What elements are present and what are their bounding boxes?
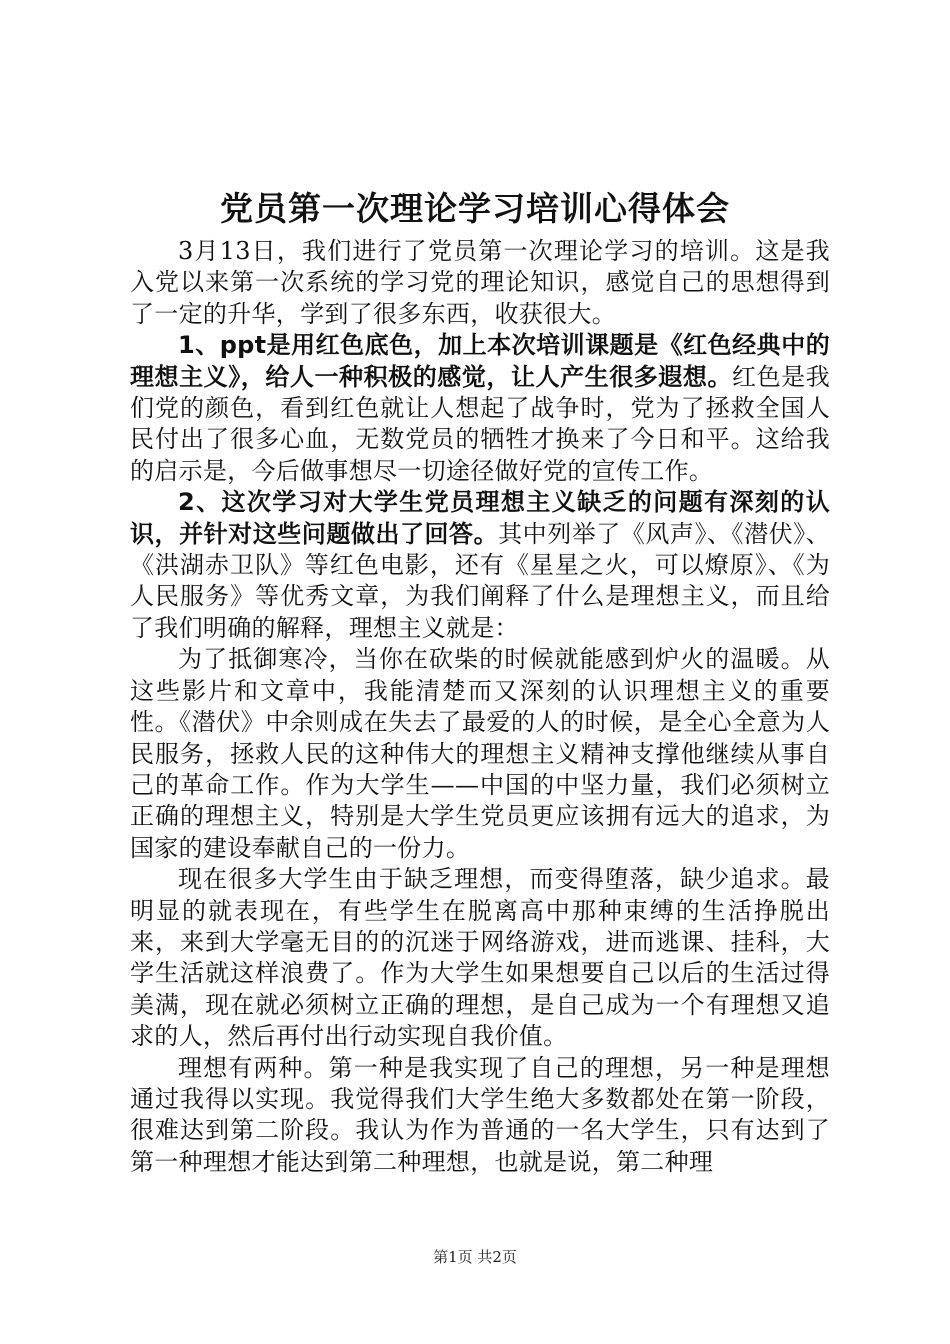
paragraph-2: [130, 330, 830, 487]
paragraph-text: 现在很多大学生由于缺乏理想，而变得堕落，缺少追求。最明显的就表现在，有些学生在脱离高中那种束缚的生活挣脱出来，来到大学毫无目的的沉迷于网络游戏，进而逃课、挂科，大学生活就这样浪费了。作为大学生如果想要自己以后的生活过得美满，现在就必须树立正确的理想，是自己成为一个有理想又追求的人，然后再付出行动实现自我价值。: [130, 865, 830, 1051]
page-footer: 第1页 共2页: [433, 1248, 517, 1266]
paragraph-3: [130, 487, 830, 644]
paragraph-1: [130, 236, 830, 330]
paragraph-text: 为了抵御寒冷，当你在砍柴的时候就能感到炉火的温暖。从这些影片和文章中，我能清楚而又深刻的认识理想主义的重要性。《潜伏》中余则成在失去了最爱的人的时候，是全心全意为人民服务，拯救人民的这种伟大的理想主义精神支撑他继续从事自己的革命工作。作为大学生——中国的中坚力量，我们必须树立正确的理想主义，特别是大学生党员更应该拥有远大的追求，为国家的建设奉献自己的一份力。: [130, 645, 830, 862]
paragraph-5: [130, 864, 830, 1052]
paragraph-6: [130, 1053, 830, 1179]
document-body: [130, 236, 830, 1178]
paragraph-text: 3月13日，我们进行了党员第一次理论学习的培训。这是我入党以来第一次系统的学习党的理论知识，感觉自己的思想得到了一定的升华，学到了很多东西，收获很大。: [130, 237, 830, 328]
paragraph-bold-lead: 2、这次学习对大学生党员理想主义缺乏的问题有深刻的认识，并针对这些问题做出了回答。: [130, 488, 830, 548]
paragraph-bold-lead: 1、ppt是用红色底色，加上本次培训课题是《红色经典中的理想主义》，给人一种积极的感觉，让人产生很多遐想。: [130, 331, 830, 391]
paragraph-4: [130, 644, 830, 864]
paragraph-text: 理想有两种。第一种是我实现了自己的理想，另一种是理想通过我得以实现。我觉得我们大学生绝大多数都处在第一阶段，很难达到第二阶段。我认为作为普通的一名大学生，只有达到了第一种理想才能达到第二种理想，也就是说，第二种理: [130, 1053, 830, 1176]
paragraph-text: 其中列举了《风声》、《潜伏》、《洪湖赤卫队》等红色电影，还有《星星之火，可以燎原》、《为人民服务》等优秀文章，为我们阐释了什么是理想主义，而且给了我们明确的解释，理想主义就是：: [130, 519, 831, 642]
paragraph-text: 红色是我们党的颜色，看到红色就让人想起了战争时，党为了拯救全国人民付出了很多心血，无数党员的牺牲才换来了今日和平。这给我的启示是，今后做事想尽一切途径做好党的宣传工作。: [130, 362, 830, 485]
document-title: 党员第一次理论学习培训心得体会: [220, 189, 730, 228]
